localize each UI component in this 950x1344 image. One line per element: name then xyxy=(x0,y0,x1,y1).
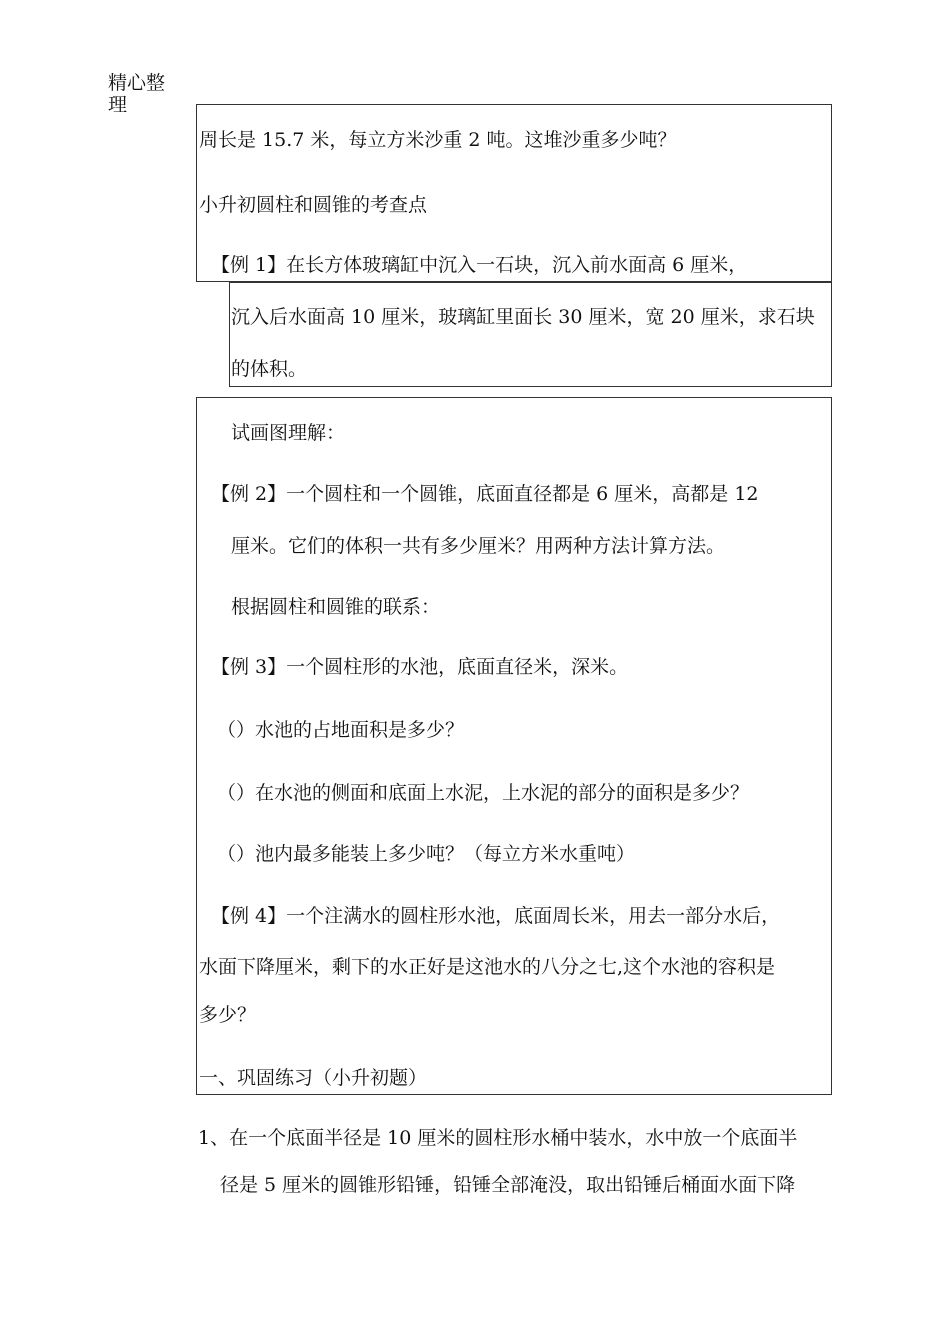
text-line: 水面下降厘米，剩下的水正好是这池水的八分之七,这个水池的容积是 xyxy=(199,956,776,978)
text-line: 多少？ xyxy=(199,1004,257,1026)
text-line: 周长是 15.7 米，每立方米沙重 2 吨。这堆沙重多少吨？ xyxy=(199,129,677,151)
text-line: 试画图理解： xyxy=(231,422,346,444)
problem-box-3 xyxy=(196,397,832,1095)
exercise-1-line-1: 1、在一个底面半径是 10 厘米的圆柱形水桶中装水，水中放一个底面半 xyxy=(198,1127,798,1149)
text-line: 的体积。 xyxy=(231,358,308,380)
problem-box-2 xyxy=(229,282,832,387)
example-1-title: 【例 1】在长方体玻璃缸中沉入一石块，沉入前水面高 6 厘米， xyxy=(211,254,748,276)
example-3-title: 【例 3】一个圆柱形的水池，底面直径米，深米。 xyxy=(211,656,629,678)
text-line: 厘米。它们的体积一共有多少厘米？用两种方法计算方法。 xyxy=(231,535,726,557)
sub-question: （）在水池的侧面和底面上水泥，上水泥的部分的面积是多少？ xyxy=(217,782,750,804)
problem-box-1 xyxy=(196,104,832,282)
example-4-title: 【例 4】一个注满水的圆柱形水池，底面周长米，用去一部分水后， xyxy=(211,905,781,927)
exercise-1-line-2: 径是 5 厘米的圆锥形铅锤，铅锤全部淹没，取出铅锤后桶面水面下降 xyxy=(220,1174,796,1196)
section-title: 小升初圆柱和圆锥的考查点 xyxy=(199,194,428,216)
sub-question: （）池内最多能装上多少吨？（每立方米水重吨） xyxy=(217,843,636,865)
text-line: 沉入后水面高 10 厘米，玻璃缸里面长 30 厘米，宽 20 厘米，求石块 xyxy=(231,306,815,328)
section-title: 一、巩固练习（小升初题） xyxy=(199,1067,428,1089)
sub-question: （）水池的占地面积是多少？ xyxy=(217,719,465,741)
example-2-title: 【例 2】一个圆柱和一个圆锥，底面直径都是 6 厘米，高都是 12 xyxy=(211,483,759,505)
text-line: 根据圆柱和圆锥的联系： xyxy=(231,596,441,618)
page-header: 精心整理 xyxy=(108,72,166,116)
